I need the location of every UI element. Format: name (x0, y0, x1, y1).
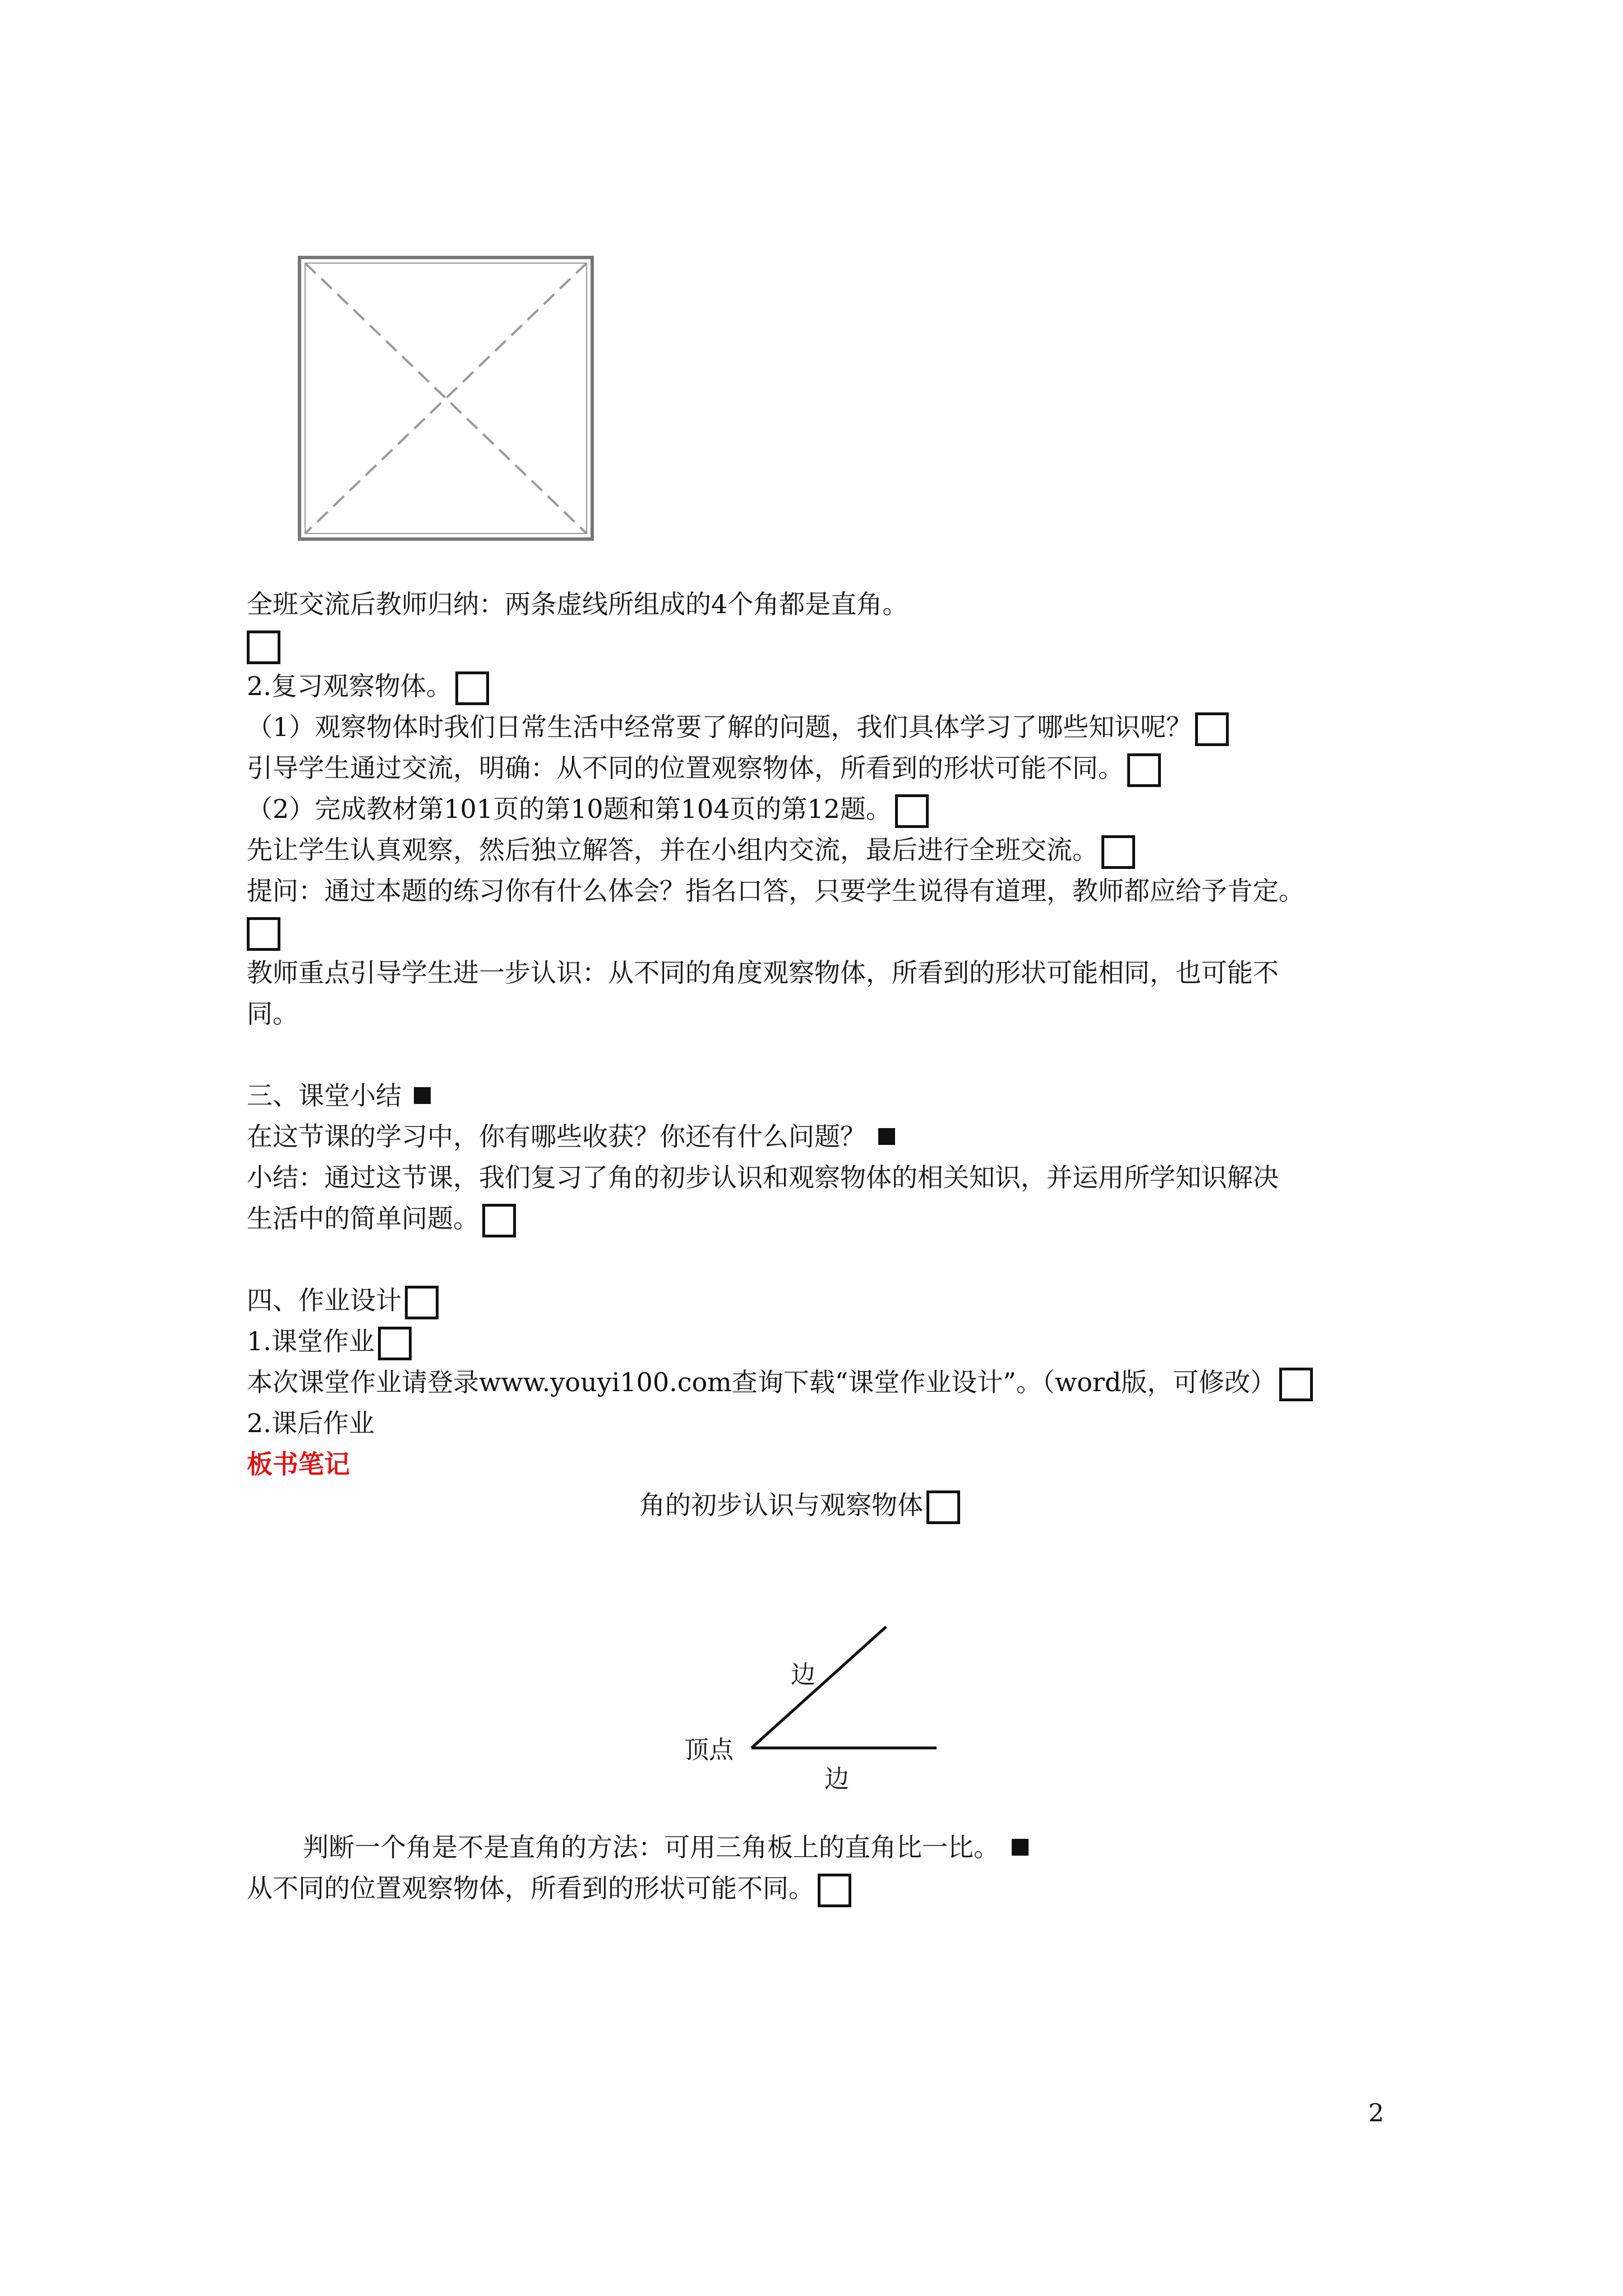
key-guide-text-b: 同。 (247, 999, 298, 1029)
placeholder-box (1127, 753, 1161, 787)
placeholder-box (247, 917, 280, 951)
key-guide-text-a: 教师重点引导学生进一步认识：从不同的角度观察物体，所看到的形状可能相同，也可能不 (247, 958, 1279, 988)
question1-text: （1）观察物体时我们日常生活中经常要了解的问题，我们具体学习了哪些知识呢？ (247, 712, 1192, 742)
angle-upper-side (751, 1627, 886, 1748)
placeholder-box (1195, 712, 1229, 746)
homework2-line (247, 1406, 375, 1440)
process-text: 先让学生认真观察，然后独立解答，并在小组内交流，最后进行全班交流。 (247, 835, 1098, 865)
placeholder-box (455, 671, 489, 705)
summary-line (247, 587, 908, 621)
placeholder-box (482, 1204, 516, 1237)
conclusion-line-a (247, 1161, 1279, 1194)
question2-text: （2）完成教材第101页的第10题和第104页的第12题。 (247, 794, 892, 824)
page-number: 2 (1368, 2099, 1384, 2128)
process-line (247, 833, 1135, 869)
section3-question-text: 在这节课的学习中，你有哪些收获？你还有什么问题？ (247, 1121, 866, 1152)
section3-question-line (247, 1120, 895, 1153)
placeholder-box (247, 631, 280, 664)
conclusion-text-a: 小结：通过这节课，我们复习了角的初步认识和观察物体的相关知识，并运用所学知识解决 (247, 1162, 1279, 1193)
summary-text: 全班交流后教师归纳：两条虚线所组成的4个角都是直角。 (247, 589, 909, 619)
observe-line (247, 1871, 851, 1907)
board-notes-title-text: 板书笔记 (247, 1449, 350, 1479)
placeholder-box (1279, 1368, 1313, 1401)
method-text: 判断一个角是不是直角的方法：可用三角板上的直角比一比。 (303, 1832, 999, 1862)
placeholder-box (405, 1286, 439, 1319)
placeholder-box (818, 1874, 851, 1907)
homework1-line (247, 1324, 412, 1360)
black-square-marker (878, 1128, 895, 1145)
section3-text: 三、课堂小结 (247, 1080, 402, 1111)
question2-line (247, 792, 929, 828)
conclusion-line-b (247, 1202, 516, 1237)
placeholder-box (895, 794, 929, 828)
placeholder-box (926, 1490, 960, 1524)
ask-line (247, 874, 1304, 908)
section4-heading (247, 1283, 439, 1319)
placeholder-box (378, 1327, 412, 1360)
angle-diagram (673, 1604, 965, 1812)
review-line (247, 669, 489, 705)
board-notes-title (247, 1447, 350, 1481)
board-heading-line (639, 1488, 960, 1524)
conclusion-text-b: 生活中的简单问题。 (247, 1203, 479, 1234)
placeholder-box (1101, 835, 1135, 869)
method-line (303, 1830, 1029, 1864)
lower-side-label: 边 (824, 1765, 849, 1793)
key-guide-line-b (247, 997, 298, 1030)
square-diagonals-figure (297, 255, 594, 541)
section3-heading (247, 1079, 431, 1112)
placeholder-line-2 (247, 915, 280, 951)
board-heading-text: 角的初步认识与观察物体 (639, 1490, 923, 1520)
key-guide-line-a (247, 956, 1279, 990)
black-square-marker (1012, 1839, 1029, 1856)
guide-line (247, 751, 1161, 787)
question1-line (247, 710, 1229, 746)
vertex-label: 顶点 (684, 1736, 734, 1764)
black-square-marker (414, 1087, 431, 1104)
homework2-text: 2.课后作业 (247, 1408, 375, 1438)
guide-text: 引导学生通过交流，明确：从不同的位置观察物体，所看到的形状可能不同。 (247, 753, 1124, 783)
observe-text: 从不同的位置观察物体，所看到的形状可能不同。 (247, 1873, 814, 1903)
homework1-text: 1.课堂作业 (247, 1326, 375, 1356)
homework1-detail-text: 本次课堂作业请登录www.youyi100.com查询下载“课堂作业设计”。（word版，可修改） (247, 1367, 1276, 1397)
section4-text: 四、作业设计 (247, 1285, 402, 1315)
ask-text: 提问：通过本题的练习你有什么体会？指名口答，只要学生说得有道理，教师都应给予肯定。 (247, 876, 1304, 906)
review-text: 2.复习观察物体。 (247, 671, 452, 701)
placeholder-line-1 (247, 628, 280, 664)
upper-side-label: 边 (791, 1660, 815, 1689)
homework1-detail-line (247, 1365, 1313, 1401)
